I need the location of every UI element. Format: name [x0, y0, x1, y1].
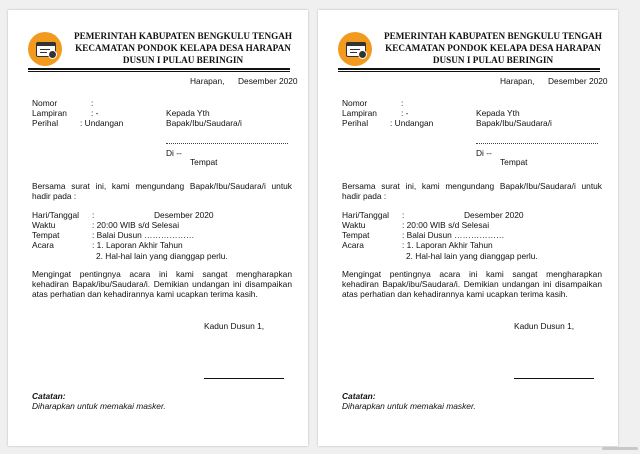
waktu-value: : 20:00 WIB s/d Selesai: [402, 220, 490, 230]
gear-icon: [358, 50, 367, 59]
perihal-label: Perihal: [342, 118, 369, 128]
closing-line-2: kehadiran Bapak/ibu/Saudara/i. Demikian undangan ini disampaikan: [32, 279, 292, 289]
closing-line-1: Mengingat pentingnya acara ini kami sangat mengharapkan: [32, 269, 292, 279]
hari-colon: :: [402, 210, 405, 220]
waktu-label: Waktu: [32, 220, 56, 230]
addressee-name: Bapak/Ibu/Saudara/i: [166, 118, 242, 128]
letterhead-line-1: PEMERINTAH KABUPATEN BENGKULU TENGAH: [383, 31, 603, 41]
intro-line-1: Bersama surat ini, kami mengundang Bapak/Ibu/Saudara/i untuk: [32, 181, 292, 191]
hari-value: Desember 2020: [464, 210, 524, 220]
signature-title: Kadun Dusun 1,: [514, 321, 575, 331]
letterhead-rule-thick: [338, 68, 600, 70]
intro-line-1: Bersama surat ini, kami mengundang Bapak/Ibu/Saudara/i untuk: [342, 181, 602, 191]
horizontal-scrollbar[interactable]: [602, 447, 638, 450]
nomor-label: Nomor: [32, 98, 58, 108]
addressee-name: Bapak/Ibu/Saudara/i: [476, 118, 552, 128]
acara-item-2: 2. Hal-hal lain yang dianggap perlu.: [96, 251, 228, 261]
acara-label: Acara: [32, 240, 54, 250]
note-label: Catatan:: [342, 391, 376, 401]
waktu-value: : 20:00 WIB s/d Selesai: [92, 220, 180, 230]
letter-date: Desember 2020: [548, 76, 608, 86]
letterhead-line-2: KECAMATAN PONDOK KELAPA DESA HARAPAN: [75, 43, 291, 53]
waktu-label: Waktu: [342, 220, 366, 230]
hari-value: Desember 2020: [154, 210, 214, 220]
addressee-dotted-line: [476, 143, 598, 144]
letterhead-rule-thick: [28, 68, 290, 70]
note-text: Diharapkan untuk memakai masker.: [32, 401, 166, 411]
kepada-yth: Kepada Yth: [476, 108, 520, 118]
tempat-acara-value: : Balai Dusun ………………: [92, 230, 195, 240]
acara-item-1: : 1. Laporan Akhir Tahun: [92, 240, 183, 250]
acara-item-1: : 1. Laporan Akhir Tahun: [402, 240, 493, 250]
di-label: Di --: [476, 148, 492, 158]
logo-icon: [28, 32, 62, 66]
intro-line-2: hadir pada :: [342, 191, 387, 201]
signature-title: Kadun Dusun 1,: [204, 321, 265, 331]
letter-place: Harapan,: [190, 76, 225, 86]
gear-icon: [48, 50, 57, 59]
nomor-label: Nomor: [342, 98, 368, 108]
letterhead-line-1: PEMERINTAH KABUPATEN BENGKULU TENGAH: [73, 31, 293, 41]
closing-line-1: Mengingat pentingnya acara ini kami sangat mengharapkan: [342, 269, 602, 279]
perihal-value: : Undangan: [80, 118, 124, 128]
hari-label: Hari/Tanggal: [342, 210, 390, 220]
closing-line-3: atas perhatian dan kehadirannya kami ucapkan terima kasih.: [342, 289, 568, 299]
letterhead-line-2: KECAMATAN PONDOK KELAPA DESA HARAPAN: [385, 43, 601, 53]
invitation-page-left: [8, 10, 308, 446]
tempat-label: Tempat: [190, 157, 218, 167]
tempat-label: Tempat: [500, 157, 528, 167]
lampiran-label: Lampiran: [32, 108, 67, 118]
closing-line-2: kehadiran Bapak/ibu/Saudara/i. Demikian undangan ini disampaikan: [342, 279, 602, 289]
hari-label: Hari/Tanggal: [32, 210, 80, 220]
note-text: Diharapkan untuk memakai masker.: [342, 401, 476, 411]
closing-line-3: atas perhatian dan kehadirannya kami ucapkan terima kasih.: [32, 289, 258, 299]
perihal-label: Perihal: [32, 118, 59, 128]
letterhead-rule-thin: [338, 71, 600, 72]
tempat-acara-label: Tempat: [32, 230, 60, 240]
signature-line: [204, 378, 284, 379]
lampiran-label: Lampiran: [342, 108, 377, 118]
letterhead-line-3: DUSUN I PULAU BERINGIN: [122, 55, 244, 65]
invitation-page-right: [318, 10, 618, 446]
logo-icon: [338, 32, 372, 66]
hari-colon: :: [92, 210, 95, 220]
letter-place: Harapan,: [500, 76, 535, 86]
acara-item-2: 2. Hal-hal lain yang dianggap perlu.: [406, 251, 538, 261]
tempat-acara-label: Tempat: [342, 230, 370, 240]
acara-label: Acara: [342, 240, 364, 250]
letter-date: Desember 2020: [238, 76, 298, 86]
nomor-colon: :: [401, 98, 404, 108]
note-label: Catatan:: [32, 391, 66, 401]
letterhead-rule-thin: [28, 71, 290, 72]
intro-line-2: hadir pada :: [32, 191, 77, 201]
lampiran-value: : -: [401, 108, 409, 118]
nomor-colon: :: [91, 98, 94, 108]
tempat-acara-value: : Balai Dusun ………………: [402, 230, 505, 240]
lampiran-value: : -: [91, 108, 99, 118]
di-label: Di --: [166, 148, 182, 158]
letterhead-line-3: DUSUN I PULAU BERINGIN: [432, 55, 554, 65]
kepada-yth: Kepada Yth: [166, 108, 210, 118]
perihal-value: : Undangan: [390, 118, 434, 128]
signature-line: [514, 378, 594, 379]
addressee-dotted-line: [166, 143, 288, 144]
